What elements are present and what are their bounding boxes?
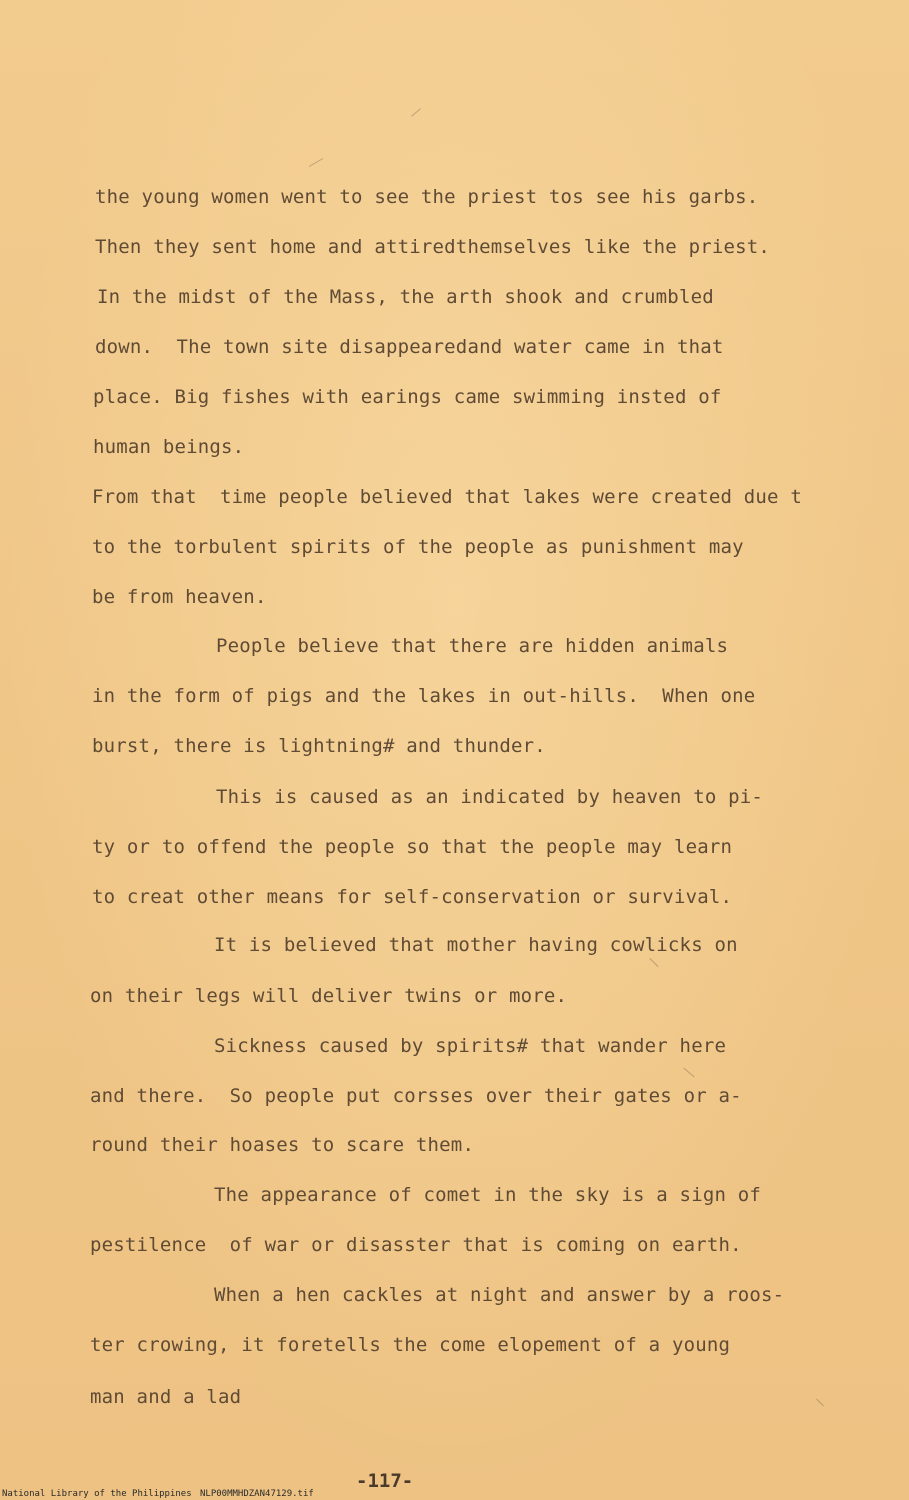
text-line: From that time people believed that lakes were created due t (92, 486, 802, 508)
text-line: ty or to offend the people so that the people may learn (92, 836, 733, 858)
text-line: burst, there is lightning# and thunder. (92, 735, 546, 757)
text-line: human beings. (93, 436, 245, 458)
text-line: People believe that there are hidden animals (216, 635, 729, 657)
stray-mark (816, 1399, 824, 1407)
text-line: in the form of pigs and the lakes in out-hills. When one (92, 685, 756, 707)
text-line: on their legs will deliver twins or more. (90, 985, 568, 1007)
text-line: It is believed that mother having cowlicks on (214, 934, 738, 956)
stray-mark (649, 958, 658, 967)
text-line: ter crowing, it foretells the come elopement of a young (90, 1334, 731, 1356)
text-line: to creat other means for self-conservation or survival. (92, 886, 733, 908)
text-line: man and a lad (90, 1386, 242, 1408)
text-line: and there. So people put corsses over their gates or a- (90, 1085, 742, 1107)
text-line: In the midst of the Mass, the arth shook and crumbled (97, 286, 714, 308)
stray-mark (309, 158, 323, 167)
text-line: down. The town site disappearedand water came in that (95, 336, 724, 358)
text-line: Sickness caused by spirits# that wander here (214, 1035, 727, 1057)
text-line: This is caused as an indicated by heaven to pi- (216, 786, 764, 808)
text-line: the young women went to see the priest tos see his garbs. (95, 186, 759, 208)
file-identifier: NLP00MMHDZAN47129.tif (200, 1489, 314, 1499)
stray-mark (683, 1068, 694, 1078)
page-number: -117- (356, 1470, 414, 1492)
text-line: place. Big fishes with earings came swimming insted of (93, 386, 722, 408)
text-line: When a hen cackles at night and answer by a roos- (214, 1284, 785, 1306)
text-line: be from heaven. (92, 586, 267, 608)
text-line: The appearance of comet in the sky is a sign of (214, 1184, 762, 1206)
library-credit: National Library of the Philippines (2, 1489, 192, 1499)
text-line: pestilence of war or disasster that is coming on earth. (90, 1234, 742, 1256)
text-line: round their hoases to scare them. (90, 1134, 475, 1156)
stray-mark (411, 108, 421, 116)
text-line: to the torbulent spirits of the people as punishment may (92, 536, 744, 558)
text-line: Then they sent home and attiredthemselves like the priest. (95, 236, 771, 258)
